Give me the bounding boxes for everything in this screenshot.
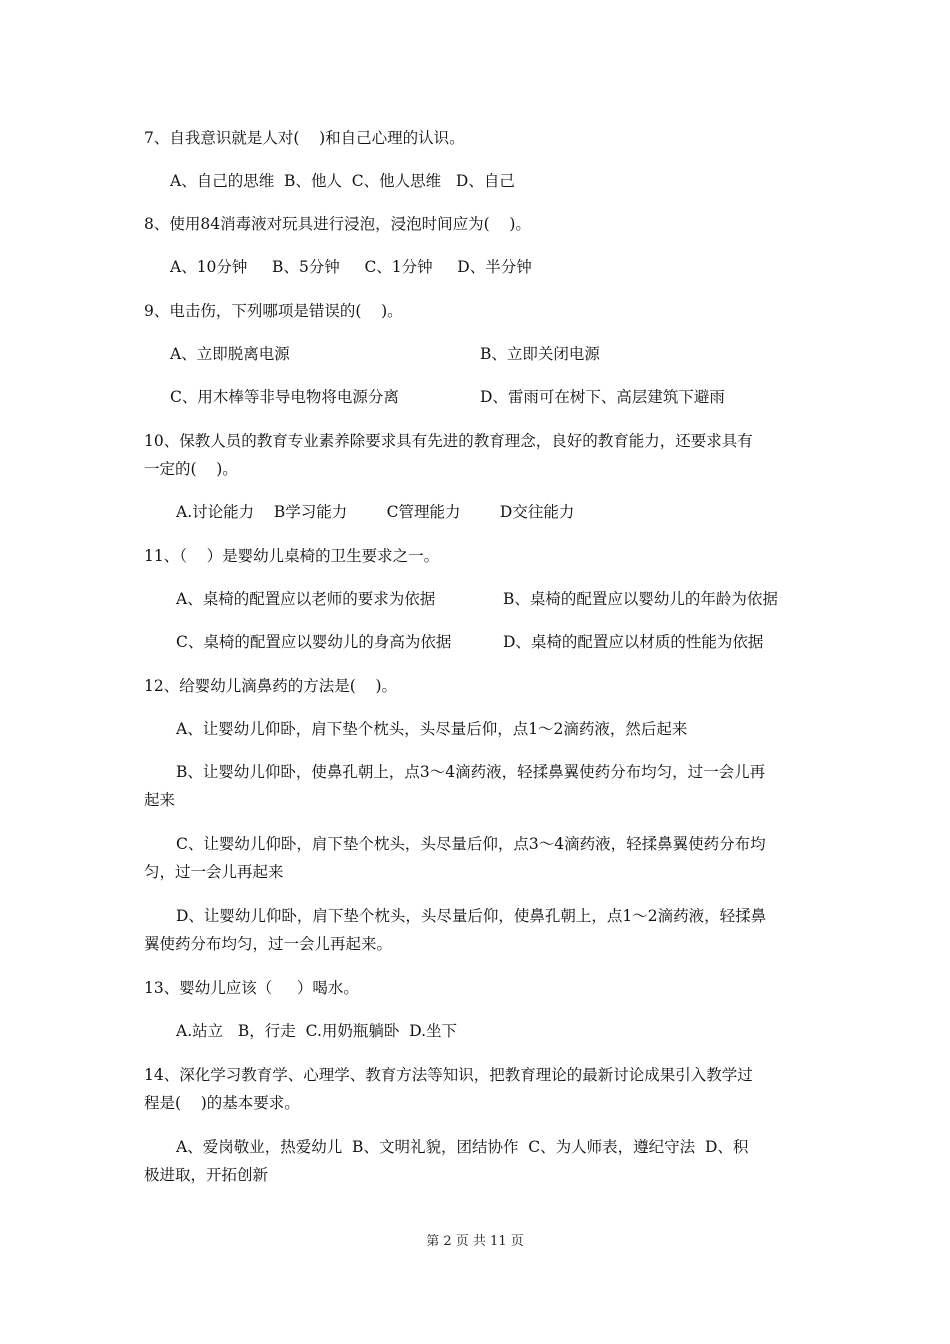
q9-option-d: D、雷雨可在树下、高层建筑下避雨 bbox=[480, 388, 725, 406]
page-footer: 第 2 页 共 11 页 bbox=[426, 1234, 524, 1249]
q8-stem: 8、使用84消毒液对玩具进行浸泡，浸泡时间应为( )。 bbox=[144, 215, 531, 233]
q10-options: A.讨论能力 B学习能力 C管理能力 D交往能力 bbox=[176, 503, 575, 521]
q13-options: A.站立 B，行走 C.用奶瓶躺卧 D.坐下 bbox=[176, 1022, 458, 1040]
q11-option-c: C、桌椅的配置应以婴幼儿的身高为依据 bbox=[176, 633, 452, 651]
q11-option-b: B、桌椅的配置应以婴幼儿的年龄为依据 bbox=[503, 590, 778, 608]
q12-option-d-line1: D、让婴幼儿仰卧，肩下垫个枕头，头尽量后仰，使鼻孔朝上，点1～2滴药液，轻揉鼻 bbox=[176, 907, 767, 925]
q12-option-b-line1: B、让婴幼儿仰卧，使鼻孔朝上，点3～4滴药液，轻揉鼻翼使药分布均匀，过一会儿再 bbox=[176, 763, 766, 781]
q12-option-c-line2: 匀，过一会儿再起来 bbox=[144, 863, 284, 881]
q14-options-line1: A、爱岗敬业，热爱幼儿 B、文明礼貌，团结协作 C、为人师表，遵纪守法 D、积 bbox=[176, 1138, 749, 1156]
q9-stem: 9、电击伤，下列哪项是错误的( )。 bbox=[144, 302, 403, 320]
q11-option-a: A、桌椅的配置应以老师的要求为依据 bbox=[176, 590, 436, 608]
q13-stem: 13、婴幼儿应该（ ）喝水。 bbox=[144, 979, 359, 997]
q7-stem: 7、自我意识就是人对( )和自己心理的认识。 bbox=[144, 129, 465, 147]
q12-stem: 12、给婴幼儿滴鼻药的方法是( )。 bbox=[144, 677, 398, 695]
q7-options: A、自己的思维 B、他人 C、他人思维 D、自己 bbox=[170, 172, 515, 190]
q12-option-d-line2: 翼使药分布均匀，过一会儿再起来。 bbox=[144, 935, 393, 953]
q11-option-d: D、桌椅的配置应以材质的性能为依据 bbox=[503, 633, 764, 651]
q10-stem-line1: 10、保教人员的教育专业素养除要求具有先进的教育理念，良好的教育能力，还要求具有 bbox=[144, 432, 753, 450]
q14-options-line2: 极进取，开拓创新 bbox=[144, 1166, 269, 1184]
q14-stem-line2: 程是( )的基本要求。 bbox=[144, 1094, 300, 1112]
q9-option-b: B、立即关闭电源 bbox=[480, 345, 600, 363]
q14-stem-line1: 14、深化学习教育学、心理学、教育方法等知识，把教育理论的最新讨论成果引入教学过 bbox=[144, 1066, 753, 1084]
q9-option-c: C、用木棒等非导电物将电源分离 bbox=[170, 388, 399, 406]
q8-options: A、10分钟 B、5分钟 C、1分钟 D、半分钟 bbox=[170, 258, 532, 276]
q12-option-a: A、让婴幼儿仰卧，肩下垫个枕头，头尽量后仰，点1～2滴药液，然后起来 bbox=[176, 720, 688, 738]
q11-stem: 11、（ ）是婴幼儿桌椅的卫生要求之一。 bbox=[144, 547, 440, 565]
q10-stem-line2: 一定的( )。 bbox=[144, 460, 238, 478]
q12-option-b-line2: 起来 bbox=[144, 791, 176, 809]
q12-option-c-line1: C、让婴幼儿仰卧，肩下垫个枕头，头尽量后仰，点3～4滴药液，轻揉鼻翼使药分布均 bbox=[176, 835, 766, 853]
q9-option-a: A、立即脱离电源 bbox=[170, 345, 290, 363]
